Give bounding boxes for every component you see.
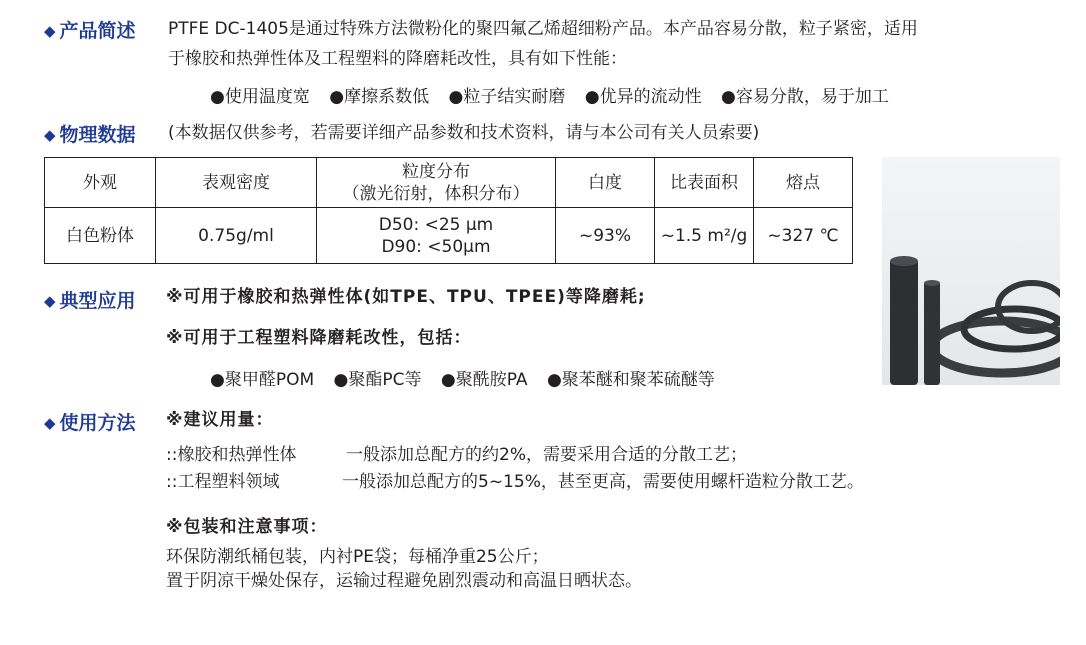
- dosage-field: ::工程塑料领域: [166, 472, 280, 492]
- diamond-icon: ◆: [44, 22, 56, 40]
- table-cell: [317, 208, 556, 264]
- packing-line: 置于阴凉干燥处保存，运输过程避免剧烈震动和高温日晒状态。: [166, 571, 642, 591]
- feature-list: [210, 82, 903, 112]
- feature-item: ●摩擦系数低: [329, 87, 430, 107]
- feature-item: ●容易分散，易于加工: [721, 87, 889, 107]
- feature-item: ●使用温度宽: [210, 87, 310, 107]
- table-header-row: [45, 158, 853, 208]
- applications-heading: ◆ 典型应用: [44, 290, 136, 312]
- table-cell-line: D90: <50µm: [381, 236, 491, 257]
- table-header: 白度: [556, 158, 655, 208]
- dosage-field: ::橡胶和热弹性体: [166, 445, 297, 465]
- table-cell: ~93%: [556, 208, 655, 264]
- table-header: 熔点: [754, 158, 853, 208]
- packing-line: 环保防潮纸桶包装，内衬PE袋；每桶净重25公斤；: [166, 547, 549, 567]
- material-item: ●聚苯醚和聚苯硫醚等: [546, 370, 715, 390]
- application-item: ※可用于橡胶和热弹性体(如TPE、TPU、TPEE)等降磨耗;: [166, 287, 646, 307]
- intro-heading: ◆ 产品简述: [44, 20, 136, 42]
- table-header: 比表面积: [655, 158, 754, 208]
- table-header: 表观密度: [156, 158, 317, 208]
- application-item: ※可用于工程塑料降磨耗改性，包括：: [166, 328, 472, 348]
- physical-heading: ◆ 物理数据: [44, 124, 136, 146]
- feature-item: ●粒子结实耐磨: [448, 87, 566, 107]
- table-header: [317, 158, 556, 208]
- product-photo: [882, 157, 1060, 385]
- table-cell-line: D50: <25 µm: [378, 214, 494, 235]
- diamond-icon: ◆: [44, 414, 56, 432]
- material-item: ●聚酯PC等: [333, 370, 422, 390]
- table-cell: 白色粉体: [45, 208, 156, 264]
- material-list: [210, 365, 729, 395]
- table-cell: ~1.5 m²/g: [655, 208, 754, 264]
- intro-line-2: 于橡胶和热弹性体及工程塑料的降磨耗改性，具有如下性能：: [168, 49, 627, 69]
- diamond-icon: ◆: [44, 292, 56, 310]
- properties-table: [44, 157, 853, 264]
- material-item: ●聚甲醛POM: [210, 370, 315, 390]
- table-row: [45, 208, 853, 264]
- dosage-desc: 一般添加总配方的5~15%，甚至更高，需要使用螺杆造粒分散工艺。: [342, 472, 864, 492]
- dosage-title: ※建议用量：: [166, 410, 274, 430]
- diamond-icon: ◆: [44, 126, 56, 144]
- usage-heading: ◆ 使用方法: [44, 412, 136, 434]
- intro-line-1: PTFE DC-1405是通过特殊方法微粉化的聚四氟乙烯超细粉产品。本产品容易分散，粒子紧密，适用: [168, 19, 918, 39]
- dosage-desc: 一般添加总配方的约2%，需要采用合适的分散工艺；: [346, 445, 747, 465]
- table-header-line: 粒度分布: [402, 161, 470, 182]
- feature-item: ●优异的流动性: [584, 87, 702, 107]
- table-header-line: （激光衍射，体积分布）: [342, 183, 530, 204]
- packing-title: ※包装和注意事项：: [166, 517, 328, 537]
- table-header: 外观: [45, 158, 156, 208]
- physical-note: (本数据仅供参考，若需要详细产品参数和技术资料，请与本公司有关人员索要): [168, 123, 760, 143]
- material-item: ●聚酰胺PA: [440, 370, 528, 390]
- table-cell: ~327 ℃: [754, 208, 853, 264]
- table-cell: 0.75g/ml: [156, 208, 317, 264]
